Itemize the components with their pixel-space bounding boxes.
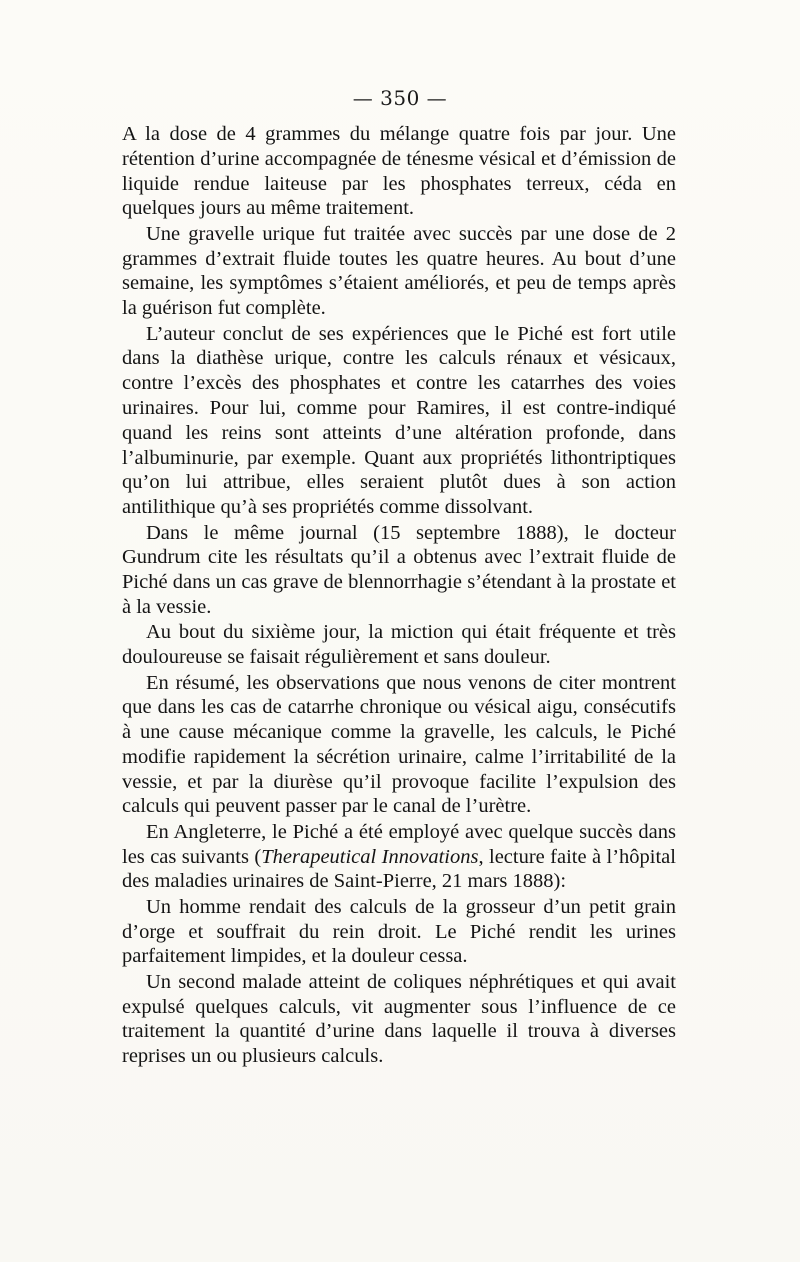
paragraph-7 bbox=[122, 820, 676, 894]
paragraph-6: En résumé, les observations que nous venons de citer montrent que dans les cas de catarrhe chronique ou vésical aigu, consécutifs à une cause mécanique comme la gravelle, les calculs, le Piché modifie rapidement la sécrétion urinaire, calme l’irritabilité de la vessie, et par la diurèse qu’il provoque facilite l’expulsion des calculs qui peuvent passer par le canal de l’urètre. bbox=[122, 671, 676, 818]
citation-title: Therapeutical Innovations bbox=[261, 845, 479, 868]
paragraph-5: Au bout du sixième jour, la miction qui était fréquente et très douloureuse se faisait régulièrement et sans douleur. bbox=[122, 621, 676, 669]
paragraph-7-start: En Angleterre, le Piché a été employé avec quelque succès dans les cas suivants ( bbox=[122, 820, 676, 868]
paragraph-9: Un second malade atteint de coliques néphrétiques et qui avait expulsé quelques calculs, vit augmenter sous l’influence de ce traitement la quantité d’urine dans laquelle il trouva à diverses reprises un ou plusieurs calculs. bbox=[122, 970, 676, 1068]
paragraph-7-end: , lecture faite à l’hôpital des maladies urinaires de Saint-Pierre, 21 mars 1888): bbox=[122, 845, 676, 893]
paragraph-4: Dans le même journal (15 septembre 1888), le docteur Gundrum cite les résultats qu’il a obtenus avec l’extrait fluide de Piché dans un cas grave de blennorrhagie s’étendant à la prostate et à la vessie. bbox=[122, 521, 676, 618]
page-number: — 350 — bbox=[352, 86, 448, 110]
paragraph-3: L’auteur conclut de ses expériences que le Piché est fort utile dans la diathèse urique, contre les calculs rénaux et vésicaux, contre l’excès des phosphates et contre les catarrhes des voies urinaires. Pour lui, comme pour Ramires, il est contre-indiqué quand les reins sont atteints d’une altération profonde, dans l’albuminurie, par exemple. Quant aux propriétés lithontriptiques qu’on lui attribue, elles seraient plutôt dues à son action antilithique qu’à ses propriétés comme dissolvant. bbox=[122, 322, 676, 519]
paragraph-2: Une gravelle urique fut traitée avec succès par une dose de 2 grammes d’extrait fluide toutes les quatre heures. Au bout d’une semaine, les symptômes s’étaient améliorés, et peu de temps après la guérison fut complète. bbox=[122, 222, 676, 320]
paragraph-1: A la dose de 4 grammes du mélange quatre fois par jour. Une rétention d’urine accompagnée de ténesme vésical et d’émission de liquide rendue laiteuse par les phosphates terreux, céda en quelques jours au même traitement. bbox=[122, 123, 676, 220]
paragraph-8: Un homme rendait des calculs de la grosseur d’un petit grain d’orge et souffrait du rein droit. Le Piché rendit les urines parfaitement limpides, et la douleur cessa. bbox=[122, 895, 676, 968]
body-text bbox=[122, 122, 676, 1069]
